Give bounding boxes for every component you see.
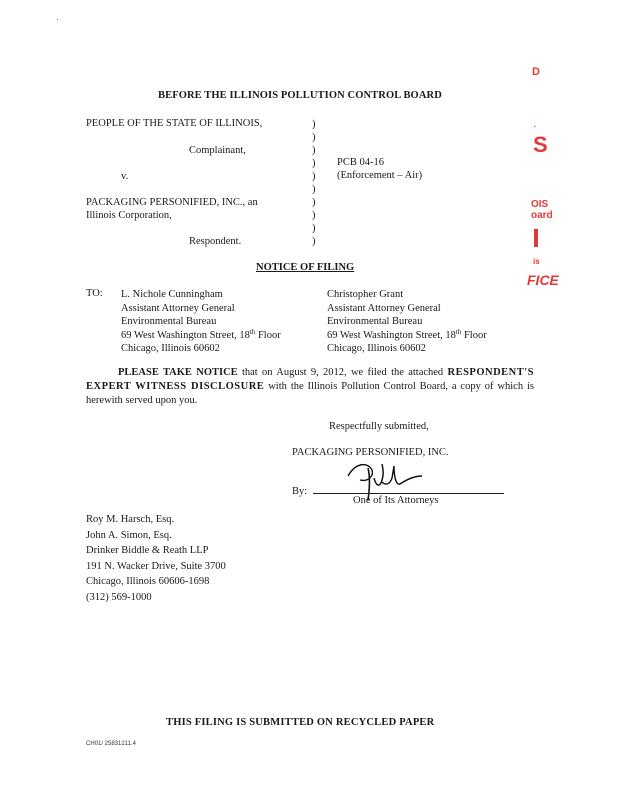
caption-paren: ) (312, 158, 316, 169)
counsel-line: Drinker Biddle & Reath LLP (86, 545, 209, 556)
case-type: (Enforcement – Air) (337, 170, 423, 181)
stamp-fragment: is (533, 257, 540, 266)
by-label: By: (292, 486, 308, 497)
firm-name: PACKAGING PERSONIFIED, INC. (292, 447, 449, 458)
caption-paren: ) (312, 210, 316, 221)
caption-paren: ) (312, 119, 316, 130)
recipient-2-name: Christopher Grant (327, 289, 404, 300)
notice-heading: NOTICE OF FILING (256, 262, 355, 273)
notice-body-lead: PLEASE TAKE NOTICE (118, 367, 238, 378)
stamp-bar (534, 229, 538, 247)
signature-caption: One of Its Attorneys (353, 495, 439, 506)
notice-body-tail: with the Illinois Pollution Control Board, a copy of which is herewith served upon you. (86, 381, 535, 406)
versus-label: v. (121, 171, 129, 182)
to-label: TO: (86, 288, 103, 299)
plaintiff-name: PEOPLE OF THE STATE OF ILLINOIS, (86, 118, 263, 129)
counsel-line: 191 N. Wacker Drive, Suite 3700 (86, 560, 226, 572)
caption-paren: ) (312, 223, 316, 234)
caption-paren: ) (312, 145, 316, 156)
caption-paren: ) (312, 171, 316, 182)
counsel-block (86, 512, 226, 605)
recycled-paper-notice: THIS FILING IS SUBMITTED ON RECYCLED PAPER (166, 717, 435, 728)
notice-body-document: RESPONDENT'S EXPERT WITNESS DISCLOSURE (86, 367, 535, 392)
caption-paren: ) (312, 132, 316, 143)
stamp-fragment: D (532, 66, 540, 78)
recipient-1-street (121, 329, 281, 343)
notice-body-mid: that on August 9, 2012, we filed the attached (237, 367, 448, 378)
caption-paren: ) (312, 197, 316, 208)
caption-paren: ) (312, 184, 316, 195)
document-code: CH01/ 25831211.4 (86, 741, 136, 747)
stamp-fragment: oard (531, 210, 553, 221)
defendant-name-line1: PACKAGING PERSONIFIED, INC., an (86, 197, 258, 208)
counsel-line: Chicago, Illinois 60606-1698 (86, 576, 210, 587)
signature-line (313, 493, 504, 494)
recipient-2-city: Chicago, Illinois 60602 (327, 343, 426, 354)
counsel-line: Roy M. Harsch, Esq. (86, 514, 175, 525)
case-number: PCB 04-16 (337, 157, 384, 168)
recipient-2-street-main: 69 West Washington Street, 18 (327, 329, 456, 341)
stamp-fragment: FICE (527, 272, 559, 288)
recipient-2-bureau: Environmental Bureau (327, 316, 423, 327)
recipient-2-title: Assistant Attorney General (327, 302, 441, 314)
recipient-1-street-end: Floor (255, 329, 281, 341)
closing: Respectfully submitted, (329, 421, 429, 432)
recipient-2-street-end: Floor (461, 329, 487, 341)
recipient-2-block (327, 288, 487, 356)
recipient-1-block (121, 288, 281, 356)
scan-speck (57, 19, 58, 20)
recipient-1-city: Chicago, Illinois 60602 (121, 343, 220, 354)
recipient-1-bureau: Environmental Bureau (121, 316, 217, 327)
recipient-2-street (327, 329, 487, 343)
recipient-1-name: L. Nichole Cunningham (121, 289, 223, 300)
defendant-role: Respondent. (189, 236, 242, 247)
document-title: BEFORE THE ILLINOIS POLLUTION CONTROL BOARD (158, 90, 442, 101)
defendant-name-line2: Illinois Corporation, (86, 210, 172, 221)
recipient-1-street-main: 69 West Washington Street, 18 (121, 329, 250, 341)
plaintiff-role: Complainant, (189, 145, 246, 156)
recipient-1-title: Assistant Attorney General (121, 302, 235, 314)
counsel-line: John A. Simon, Esq. (86, 529, 172, 541)
recipient-2-street-sup: th (455, 327, 462, 336)
caption-paren: ) (312, 236, 316, 247)
recipient-1-street-sup: th (249, 327, 256, 336)
stamp-fragment: OIS (531, 199, 549, 210)
counsel-line: (312) 569-1000 (86, 591, 152, 603)
notice-body (86, 366, 534, 408)
stamp-mark: ▪ (534, 124, 536, 130)
stamp-fragment: S (533, 132, 548, 157)
